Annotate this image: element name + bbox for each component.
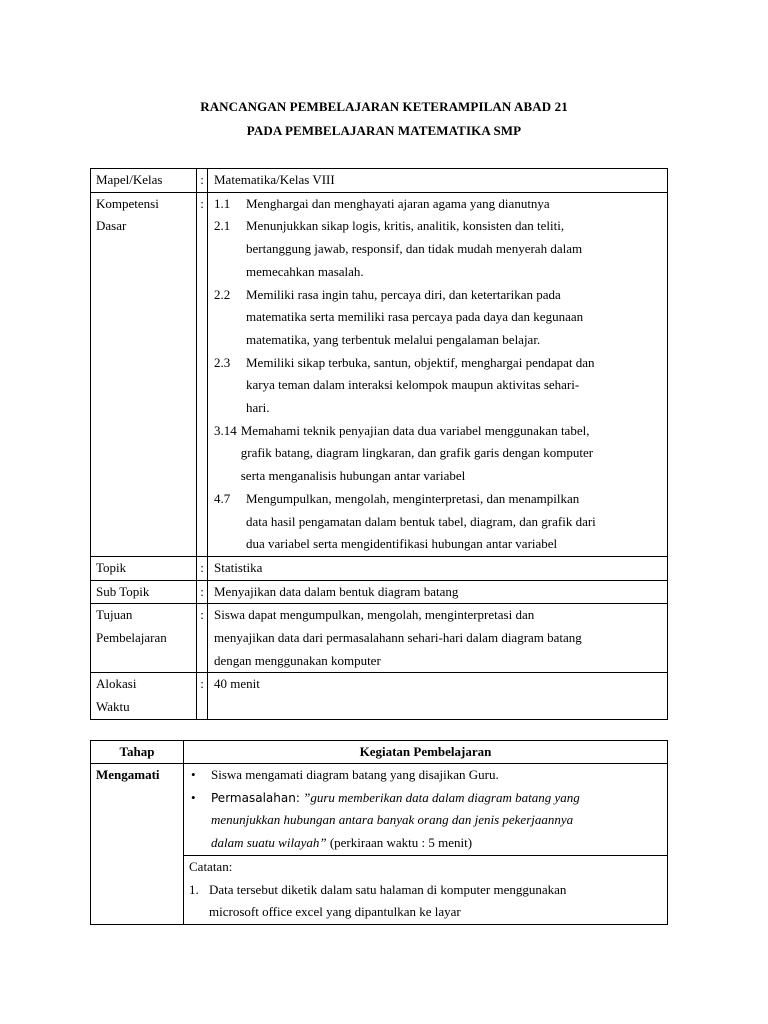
list-item	[189, 764, 662, 787]
subtopik-label: Sub Topik	[91, 580, 197, 604]
kd-item-text	[246, 215, 662, 283]
tujuan-label-line-2: Pembelajaran	[96, 630, 167, 646]
tujuan-label	[91, 604, 197, 673]
kd-item-text	[246, 284, 662, 352]
note-line: microsoft office excel yang dipantulkan ke layar	[209, 904, 461, 920]
row-topik	[91, 556, 668, 580]
alokasi-label-line-1: Alokasi	[96, 676, 137, 692]
document-title-line-2: PADA PEMBELAJARAN MATEMATIKA SMP	[246, 123, 522, 138]
kd-item	[214, 215, 662, 283]
row-tujuan	[91, 604, 668, 673]
estimated-time: (perkiraan waktu : 5 menit)	[329, 835, 473, 851]
subtopik-value: Menyajikan data dalam bentuk diagram batang	[208, 580, 668, 604]
bullet-2-text	[211, 787, 580, 855]
kd-item-number: 2.2	[214, 286, 231, 302]
kd-item	[214, 352, 662, 420]
mapel-value: Matematika/Kelas VIII	[208, 169, 668, 193]
kd-item-line: grafik batang, diagram lingkaran, dan grafik garis dengan komputer	[240, 445, 594, 461]
tujuan-line: dengan menggunakan komputer	[214, 652, 381, 668]
kd-item-number: 2.3	[214, 354, 231, 370]
problem-quote-line: ”guru memberikan data dalam diagram batang yang	[303, 789, 580, 805]
notes-label: Catatan:	[189, 858, 233, 874]
kd-item	[214, 284, 662, 352]
colon: :	[197, 169, 208, 193]
kd-value	[208, 192, 668, 556]
colon: :	[197, 673, 208, 719]
tujuan-line: menyajikan data dari permasalahann sehari-hari dalam diagram batang	[214, 630, 582, 646]
colon: :	[197, 580, 208, 604]
kd-label-line-1: Kompetensi	[96, 195, 159, 211]
kd-item-number: 4.7	[214, 490, 231, 506]
tujuan-value	[208, 604, 668, 673]
kd-item-number: 1.1	[214, 195, 231, 211]
topik-value: Statistika	[208, 556, 668, 580]
alokasi-value: 40 menit	[208, 673, 668, 719]
stage-mengamati: Mengamati	[91, 764, 184, 925]
kd-item-line: Memiliki rasa ingin tahu, percaya diri, dan ketertarikan pada	[246, 286, 561, 302]
note-line: Data tersebut diketik dalam satu halaman di komputer menggunakan	[209, 881, 567, 897]
kd-item-text	[246, 488, 662, 556]
note-text	[209, 879, 566, 924]
activity-content	[184, 764, 668, 856]
note-number: 1.	[189, 881, 199, 897]
activity-header-row	[91, 741, 668, 764]
kd-item-number: 2.1	[214, 218, 231, 234]
kd-item-line: serta menganalisis hubungan antar variabel	[240, 468, 466, 484]
kd-list	[214, 193, 662, 556]
kd-item	[214, 488, 662, 556]
kd-item-line: karya teman dalam interaksi kelompok maupun aktivitas sehari-	[246, 377, 580, 393]
kd-label-line-2: Dasar	[96, 218, 127, 234]
problem-label: Permasalahan:	[211, 790, 300, 805]
bullet-icon: •	[191, 789, 196, 805]
colon: :	[197, 192, 208, 556]
topik-label: Topik	[91, 556, 197, 580]
bullet-icon: •	[191, 767, 196, 782]
bullet-1-text: Siswa mengamati diagram batang yang disajikan Guru.	[211, 767, 499, 782]
colon: :	[197, 604, 208, 673]
kd-item-text	[246, 193, 662, 216]
header-activity: Kegiatan Pembelajaran	[184, 741, 668, 764]
activity-row-mengamati	[91, 764, 668, 856]
kd-item-line: Memahami teknik penyajian data dua variabel menggunakan tabel,	[240, 422, 590, 438]
row-alokasi	[91, 673, 668, 719]
kd-item-line: hari.	[246, 400, 270, 416]
kd-item-line: Memiliki sikap terbuka, santun, objektif, menghargai pendapat dan	[246, 354, 595, 370]
kd-item-line: bertanggung jawab, responsif, dan tidak mudah menyerah dalam	[246, 241, 583, 257]
row-mapel	[91, 169, 668, 193]
kd-item-line: matematika, yang terbentuk melalui pengalaman belajar.	[246, 331, 541, 347]
mapel-label: Mapel/Kelas	[91, 169, 197, 193]
kd-item-text	[241, 420, 662, 488]
kd-item-number: 3.14	[214, 422, 237, 438]
kd-item-line: Menunjukkan sikap logis, kritis, analitik, konsisten dan teliti,	[246, 218, 565, 234]
kd-item-line: matematika serta memiliki rasa percaya pada daya dan kegunaan	[246, 309, 584, 325]
alokasi-label-line-2: Waktu	[96, 699, 130, 715]
document-title-line-1: RANCANGAN PEMBELAJARAN KETERAMPILAN ABAD 21	[200, 99, 568, 114]
activity-table	[90, 740, 668, 925]
kd-label	[91, 192, 197, 556]
alokasi-label	[91, 673, 197, 719]
row-kd	[91, 192, 668, 556]
kd-item-line: data hasil pengamatan dalam bentuk tabel, diagram, dan grafik dari	[246, 513, 596, 529]
kd-item-line: Menghargai dan menghayati ajaran agama yang dianutnya	[246, 195, 550, 211]
problem-quote-line: dalam suatu wilayah”	[211, 835, 327, 851]
row-subtopik	[91, 580, 668, 604]
tujuan-line: Siswa dapat mengumpulkan, mengolah, menginterpretasi dan	[214, 607, 535, 623]
kd-item-line: dua variabel serta mengidentifikasi hubungan antar variabel	[246, 536, 558, 552]
tujuan-label-line-1: Tujuan	[96, 607, 133, 623]
list-item	[189, 879, 662, 924]
colon: :	[197, 556, 208, 580]
problem-quote-line: menunjukkan hubungan antara banyak orang dan jenis pekerjaannya	[211, 812, 574, 828]
kd-item	[214, 420, 662, 488]
info-table	[90, 168, 668, 720]
notes-cell	[184, 855, 668, 924]
kd-item-text	[246, 352, 662, 420]
kd-item-line: memecahkan masalah.	[246, 263, 364, 279]
kd-item	[214, 193, 662, 216]
list-item	[189, 787, 662, 855]
kd-item-line: Mengumpulkan, mengolah, menginterpretasi, dan menampilkan	[246, 490, 580, 506]
header-stage: Tahap	[91, 741, 184, 764]
